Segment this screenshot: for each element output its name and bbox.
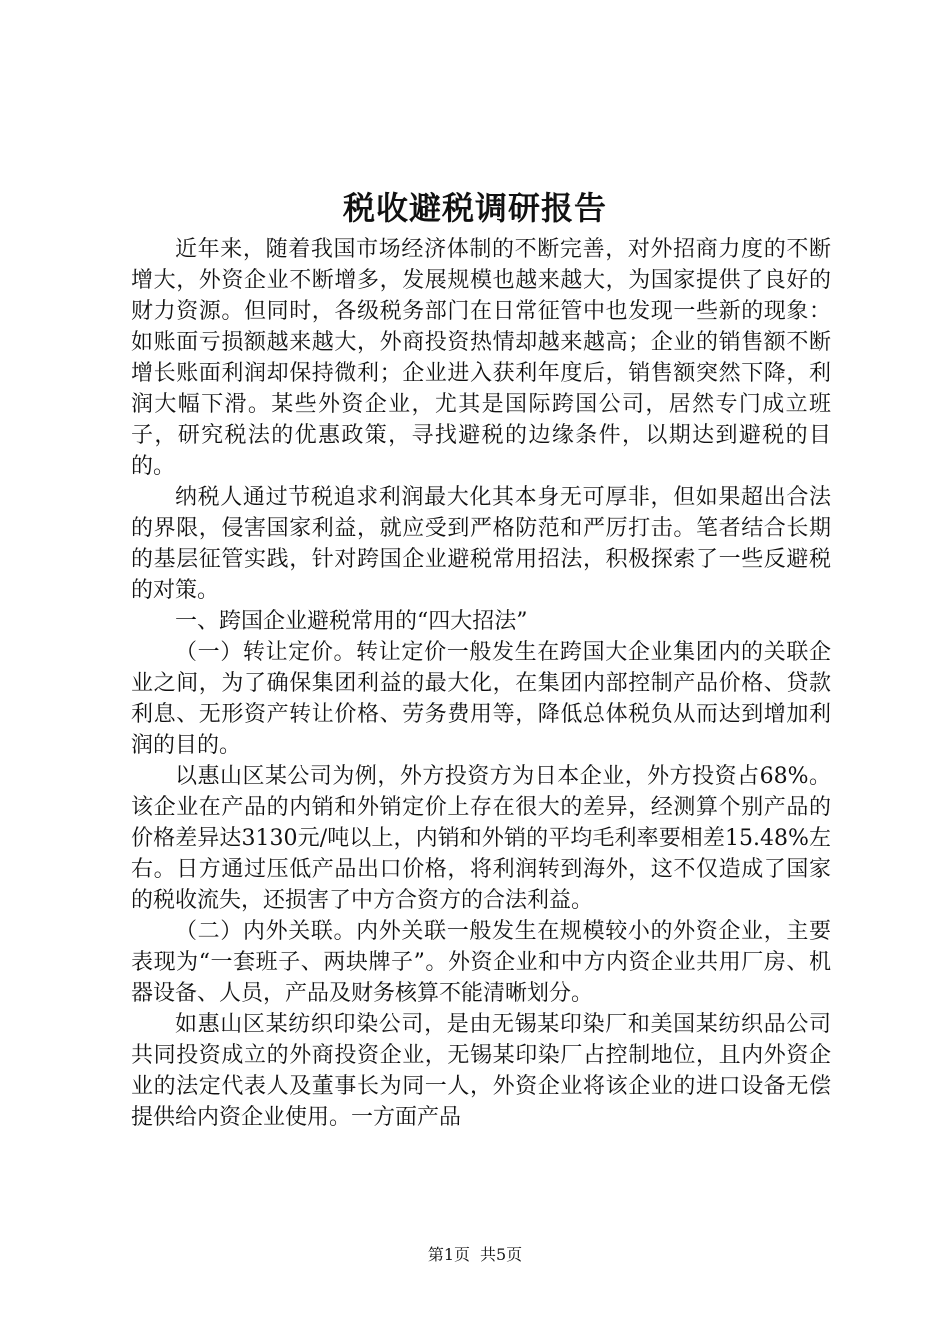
paragraph-purpose: 纳税人通过节税追求利润最大化其本身无可厚非，但如果超出合法的界限，侵害国家利益，就应受到严格防范和严厉打击。笔者结合长期的基层征管实践，针对跨国企业避税常用招法，积极探索了一些反避税的对策。 [131, 485, 831, 603]
section-heading: 一、跨国企业避税常用的“四大招法” [175, 609, 528, 634]
page-total: 共5页 [480, 1245, 523, 1264]
paragraph-related-parties: （二）内外关联。内外关联一般发生在规模较小的外资企业，主要表现为“一套班子、两块牌子”。外资企业和中方内资企业共用厂房、机器设备、人员，产品及财务核算不能清晰划分。 [131, 919, 831, 1006]
paragraph-intro: 近年来，随着我国市场经济体制的不断完善，对外招商力度的不断增大，外资企业不断增多，发展规模也越来越大，为国家提供了良好的财力资源。但同时，各级税务部门在日常征管中也发现一些新的现象：如账面亏损额越来越大，外商投资热情却越来越高；企业的销售额不断增长账面利润却保持微利；企业进入获利年度后，销售额突然下降，利润大幅下滑。某些外资企业，尤其是国际跨国公司，居然专门成立班子，研究税法的优惠政策，寻找避税的边缘条件，以期达到避税的目的。 [131, 237, 831, 479]
paragraph-example-2: 如惠山区某纺织印染公司，是由无锡某印染厂和美国某纺织品公司共同投资成立的外商投资企业，无锡某印染厂占控制地位，且内外资企业的法定代表人及董事长为同一人，外资企业将该企业的进口设备无偿提供给内资企业使用。一方面产品 [131, 1012, 831, 1130]
paragraph-example-1: 以惠山区某公司为例，外方投资方为日本企业，外方投资占68%。该企业在产品的内销和外销定价上存在很大的差异，经测算个别产品的价格差异达3130元/吨以上，内销和外销的平均毛利率要相差15.48%左右。日方通过压低产品出口价格，将利润转到海外，这不仅造成了国家的税收流失，还损害了中方合资方的合法利益。 [131, 764, 831, 913]
page-number: 第1页 [427, 1245, 470, 1264]
document-title: 税收避税调研报告 [342, 189, 607, 227]
page-footer [0, 1244, 950, 1266]
document-body [131, 234, 831, 1133]
paragraph-transfer-pricing: （一）转让定价。转让定价一般发生在跨国大企业集团内的关联企业之间，为了确保集团利益的最大化，在集团内部控制产品价格、贷款利息、无形资产转让价格、劳务费用等，降低总体税负从而达到增加利润的目的。 [131, 640, 831, 758]
